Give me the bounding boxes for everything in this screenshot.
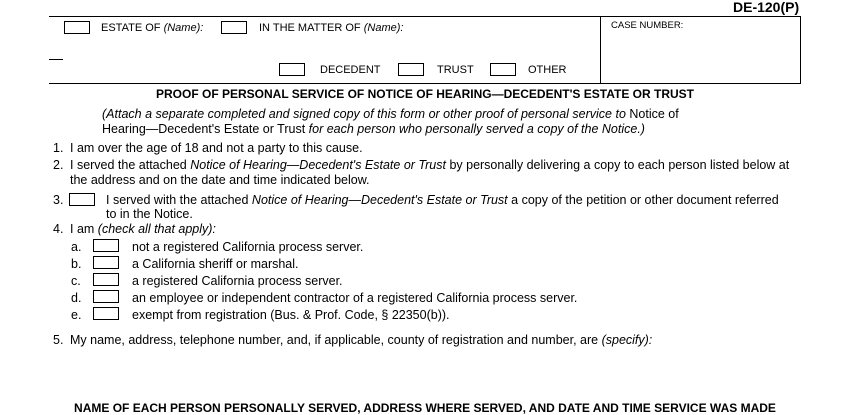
item4-text: I am (check all that apply): xyxy=(70,222,216,236)
item3-line1: I served with the attached Notice of Hearing—Decedent's Estate or Trust a copy of the petition or other document referred xyxy=(106,193,779,207)
trust-checkbox[interactable] xyxy=(398,63,424,76)
item1-text: I am over the age of 18 and not a party to this cause. xyxy=(70,141,363,155)
item2-number: 2. xyxy=(53,158,64,172)
option-c-checkbox[interactable] xyxy=(93,273,119,286)
decedent-label: DECEDENT xyxy=(320,64,381,76)
item3-number: 3. xyxy=(53,193,64,207)
option-b-letter: b. xyxy=(71,257,82,271)
matter-of-checkbox[interactable] xyxy=(221,21,247,34)
item1-number: 1. xyxy=(53,141,64,155)
option-e-checkbox[interactable] xyxy=(93,307,119,320)
option-d-letter: d. xyxy=(71,291,82,305)
instructions-line1: (Attach a separate completed and signed copy of this form or other proof of personal service to Notice of xyxy=(102,107,679,121)
item3-checkbox[interactable] xyxy=(69,193,95,206)
case-number-label: CASE NUMBER: xyxy=(611,20,684,31)
served-persons-heading: NAME OF EACH PERSON PERSONALLY SERVED, ADDRESS WHERE SERVED, AND DATE AND TIME SERVICE WAS MADE xyxy=(74,401,776,415)
option-d-checkbox[interactable] xyxy=(93,290,119,303)
item4-number: 4. xyxy=(53,222,64,236)
caption-tick xyxy=(49,59,63,60)
instructions-line2: Hearing—Decedent's Estate or Trust for each person who personally served a copy of the Notice.) xyxy=(102,122,645,136)
item5-text: My name, address, telephone number, and, if applicable, county of registration and number, are (specify): xyxy=(70,333,653,347)
option-d-text: an employee or independent contractor of a registered California process server. xyxy=(132,291,578,305)
option-c-text: a registered California process server. xyxy=(132,274,343,288)
option-e-text: exempt from registration (Bus. & Prof. Code, § 22350(b)). xyxy=(132,308,450,322)
option-a-letter: a. xyxy=(71,240,82,254)
option-c-letter: c. xyxy=(71,274,81,288)
item2-line1: I served the attached Notice of Hearing—Decedent's Estate or Trust by personally delivering a copy to each person listed below at xyxy=(70,158,790,172)
trust-label: TRUST xyxy=(437,64,474,76)
option-b-checkbox[interactable] xyxy=(93,256,119,269)
other-label: OTHER xyxy=(528,64,567,76)
decedent-checkbox[interactable] xyxy=(279,63,305,76)
estate-of-label: ESTATE OF (Name): xyxy=(101,22,204,34)
option-a-checkbox[interactable] xyxy=(93,239,119,252)
form-title: PROOF OF PERSONAL SERVICE OF NOTICE OF HEARING—DECEDENT'S ESTATE OR TRUST xyxy=(155,87,694,101)
other-checkbox[interactable] xyxy=(490,63,516,76)
item2-line2: the address and on the date and time indicated below. xyxy=(70,173,370,187)
option-a-text: not a registered California process server. xyxy=(132,240,364,254)
item5-number: 5. xyxy=(53,333,64,347)
item3-line2: to in the Notice. xyxy=(106,207,193,221)
form-id: DE-120(P) xyxy=(733,0,800,15)
estate-of-checkbox[interactable] xyxy=(64,21,90,34)
item5-entry-area[interactable] xyxy=(70,350,800,396)
matter-of-label: IN THE MATTER OF (Name): xyxy=(259,22,404,34)
option-e-letter: e. xyxy=(71,308,82,322)
option-b-text: a California sheriff or marshal. xyxy=(132,257,299,271)
